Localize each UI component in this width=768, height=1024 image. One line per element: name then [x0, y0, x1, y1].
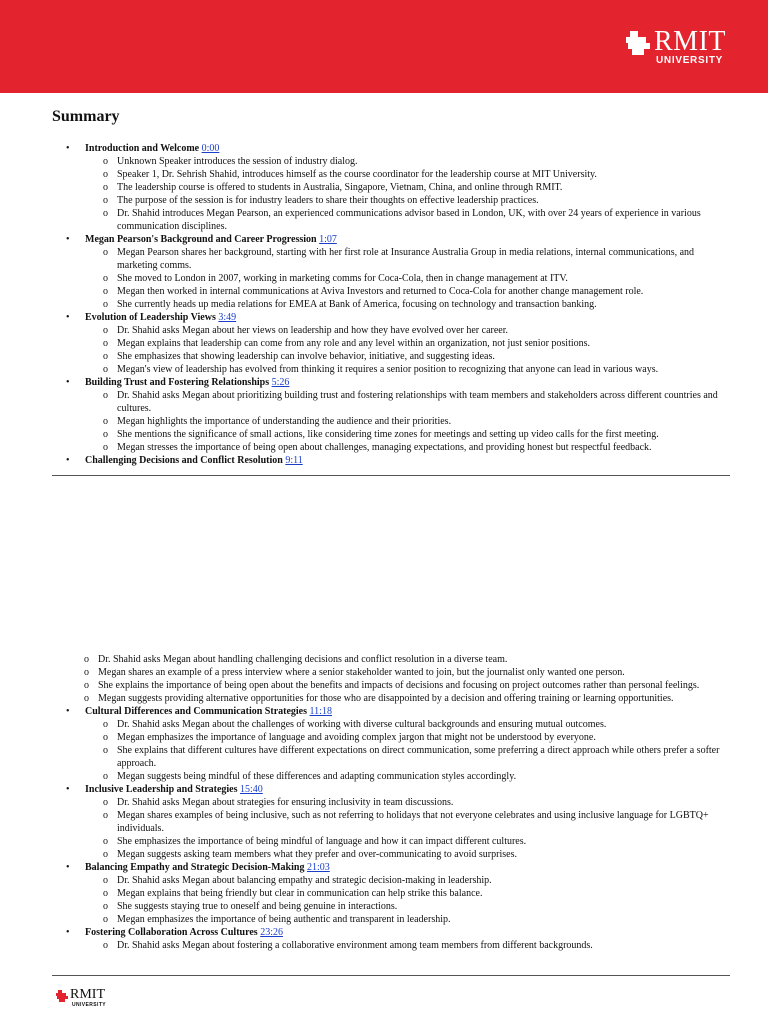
topic-title: Megan Pearson's Background and Career Progression — [85, 234, 317, 245]
list-item — [85, 246, 730, 272]
summary-list-part2 — [66, 653, 730, 952]
hollow-bullet-icon: o — [103, 901, 108, 912]
list-item-text: Dr. Shahid asks Megan about fostering a collaborative environment among team members from different backgrounds. — [117, 940, 593, 951]
list-item — [85, 848, 730, 861]
topic-list — [66, 705, 730, 952]
logo-subtitle: UNIVERSITY — [656, 55, 724, 66]
list-item-text: Megan explains that being friendly but clear in communication can help strike this balance. — [117, 888, 483, 899]
list-item-text: Megan explains that leadership can come from any role and any level within an organization, not just senior positions. — [117, 338, 591, 349]
hollow-bullet-icon: o — [103, 849, 108, 860]
hollow-bullet-icon: o — [103, 771, 108, 782]
list-item — [85, 298, 730, 311]
hollow-bullet-icon: o — [103, 286, 108, 297]
hollow-bullet-icon: o — [84, 654, 89, 665]
bullet-icon: • — [66, 706, 70, 717]
hollow-bullet-icon: o — [103, 247, 108, 258]
list-item-text: She emphasizes that showing leadership can involve behavior, initiative, and suggesting ideas. — [117, 351, 495, 362]
list-item-text: Megan emphasizes the importance of language and avoiding complex jargon that might not be understood by everyone. — [117, 732, 596, 743]
list-item-text: Megan suggests being mindful of these differences and adapting communication styles accordingly. — [117, 771, 517, 782]
list-item-text: Megan shares examples of being inclusive, such as not referring to holidays that not everyone celebrates and using inclusive language for LGBTQ+ individuals. — [117, 810, 709, 834]
list-item-text: Dr. Shahid asks Megan about the challenges of working with diverse cultural backgrounds and ensuring mutual outcomes. — [117, 719, 607, 730]
list-item — [85, 887, 730, 900]
list-item-text: Dr. Shahid asks Megan about balancing empathy and strategic decision-making in leadership. — [117, 875, 492, 886]
hollow-bullet-icon: o — [103, 338, 108, 349]
rmit-pixel-icon — [626, 31, 650, 55]
list-item — [85, 796, 730, 809]
topic-title: Challenging Decisions and Conflict Resolution — [85, 455, 283, 466]
topic-item — [66, 783, 730, 861]
hollow-bullet-icon: o — [103, 299, 108, 310]
topic-item — [66, 376, 730, 454]
subitem-list — [85, 155, 730, 233]
hollow-bullet-icon: o — [103, 914, 108, 925]
topic-item — [66, 926, 730, 952]
bullet-icon: • — [66, 143, 70, 154]
timestamp-link[interactable]: 15:40 — [240, 784, 263, 795]
topic-item — [66, 454, 730, 467]
page-title: Summary — [52, 108, 120, 125]
topic-item — [66, 142, 730, 233]
list-item-text: She mentions the significance of small actions, like considering time zones for meetings and setting up video calls for the first meeting. — [117, 429, 659, 440]
rmit-footer-logo — [56, 988, 116, 1012]
subitem-list — [85, 796, 730, 861]
list-item — [66, 679, 730, 692]
bullet-icon: • — [66, 862, 70, 873]
hollow-bullet-icon: o — [103, 810, 108, 821]
continued-subitem-list — [66, 653, 730, 705]
subitem-list — [85, 246, 730, 311]
hollow-bullet-icon: o — [103, 195, 108, 206]
list-item-text: Megan stresses the importance of being open about challenges, managing expectations, and providing honest but respectful feedback. — [117, 442, 652, 453]
list-item-text: Dr. Shahid asks Megan about prioritizing building trust and fostering relationships with team members and stakeholders across different countries and cultures. — [117, 390, 718, 414]
list-item-text: Dr. Shahid asks Megan about her views on leadership and how they have evolved over her career. — [117, 325, 508, 336]
timestamp-link[interactable]: 5:26 — [271, 377, 290, 388]
hollow-bullet-icon: o — [103, 156, 108, 167]
footer-logo-subtitle: UNIVERSITY — [72, 1002, 107, 1008]
list-item-text: Unknown Speaker introduces the session of industry dialog. — [117, 156, 358, 167]
list-item — [85, 809, 730, 835]
timestamp-link[interactable]: 0:00 — [201, 143, 220, 154]
list-item-text: She currently heads up media relations for EMEA at Bank of America, focusing on technology and transaction banking. — [117, 299, 597, 310]
list-item — [85, 874, 730, 887]
hollow-bullet-icon: o — [103, 745, 108, 756]
list-item-text: She suggests staying true to oneself and being genuine in interactions. — [117, 901, 398, 912]
list-item-text: Megan Pearson shares her background, starting with her first role at Insurance Australia Group in media relations, internal communications, and marketing comms. — [117, 247, 695, 271]
summary-list-part1 — [66, 142, 730, 467]
page-divider — [52, 475, 730, 476]
subitem-list — [85, 389, 730, 454]
topic-title: Evolution of Leadership Views — [85, 312, 216, 323]
rmit-logo — [626, 28, 728, 68]
list-item — [85, 363, 730, 376]
bullet-icon: • — [66, 234, 70, 245]
list-item-text: She moved to London in 2007, working in marketing comms for Coca-Cola, then in change management at ITV. — [117, 273, 568, 284]
list-item — [85, 900, 730, 913]
hollow-bullet-icon: o — [103, 875, 108, 886]
list-item — [85, 324, 730, 337]
hollow-bullet-icon: o — [103, 429, 108, 440]
list-item-text: The leadership course is offered to students in Australia, Singapore, Vietnam, China, and online through RMIT. — [117, 182, 563, 193]
list-item — [85, 835, 730, 848]
topic-item — [66, 233, 730, 311]
list-item — [85, 389, 730, 415]
list-item — [85, 744, 730, 770]
hollow-bullet-icon: o — [103, 364, 108, 375]
list-item-text: The purpose of the session is for industry leaders to share their thoughts on effective leadership practices. — [117, 195, 539, 206]
hollow-bullet-icon: o — [84, 667, 89, 678]
list-item-text: Dr. Shahid introduces Megan Pearson, an experienced communications advisor based in London, UK, with over 24 years of experience in various communication disciplines. — [117, 208, 701, 232]
list-item — [85, 272, 730, 285]
hollow-bullet-icon: o — [103, 732, 108, 743]
timestamp-link[interactable]: 1:07 — [319, 234, 337, 245]
hollow-bullet-icon: o — [103, 208, 108, 219]
list-item-text: She emphasizes the importance of being mindful of language and how it can impact different cultures. — [117, 836, 527, 847]
list-item — [85, 428, 730, 441]
timestamp-link[interactable]: 3:49 — [218, 312, 237, 323]
hollow-bullet-icon: o — [103, 442, 108, 453]
hollow-bullet-icon: o — [103, 273, 108, 284]
list-item-text: Megan's view of leadership has evolved from thinking it requires a senior position to recognizing that anyone can lead in various ways. — [117, 364, 659, 375]
topic-title: Building Trust and Fostering Relationships — [85, 377, 270, 388]
list-item — [85, 441, 730, 454]
list-item — [85, 207, 730, 233]
hollow-bullet-icon: o — [103, 169, 108, 180]
list-item — [85, 168, 730, 181]
hollow-bullet-icon: o — [103, 888, 108, 899]
hollow-bullet-icon: o — [103, 719, 108, 730]
topic-item — [66, 311, 730, 376]
topic-item — [66, 861, 730, 926]
subitem-list — [85, 874, 730, 926]
list-item-text: Dr. Shahid asks Megan about handling challenging decisions and conflict resolution in a diverse team. — [98, 654, 508, 665]
bullet-icon: • — [66, 377, 70, 388]
topic-title: Fostering Collaboration Across Cultures — [85, 927, 258, 938]
hollow-bullet-icon: o — [103, 797, 108, 808]
list-item — [85, 770, 730, 783]
list-item — [85, 939, 730, 952]
list-item-text: She explains the importance of being open about the benefits and impacts of decisions and focusing on project outcomes rather than personal feelings. — [98, 680, 700, 691]
list-item — [85, 913, 730, 926]
header-banner — [0, 0, 768, 93]
list-item-text: Megan then worked in internal communications at Aviva Investors and returned to Coca-Cola for another change management role. — [117, 286, 644, 297]
list-item — [85, 415, 730, 428]
hollow-bullet-icon: o — [103, 940, 108, 951]
hollow-bullet-icon: o — [103, 351, 108, 362]
subitem-list — [85, 324, 730, 376]
topic-title: Balancing Empathy and Strategic Decision-Making — [85, 862, 305, 873]
list-item — [85, 155, 730, 168]
rmit-pixel-icon — [56, 990, 68, 1002]
list-item-text: Megan highlights the importance of understanding the audience and their priorities. — [117, 416, 452, 427]
logo-wordmark: RMIT — [654, 26, 726, 57]
bullet-icon: • — [66, 312, 70, 323]
topic-list — [66, 142, 730, 467]
list-item-text: Speaker 1, Dr. Sehrish Shahid, introduces himself as the course coordinator for the leadership course at MIT University. — [117, 169, 597, 180]
list-item — [66, 653, 730, 666]
list-item-text: Megan suggests providing alternative opportunities for those who are disappointed by a decision and offering training or learning opportunities. — [98, 693, 674, 704]
list-item — [85, 718, 730, 731]
list-item — [85, 285, 730, 298]
hollow-bullet-icon: o — [84, 680, 89, 691]
list-item-text: Megan emphasizes the importance of being authentic and transparent in leadership. — [117, 914, 451, 925]
hollow-bullet-icon: o — [84, 693, 89, 704]
list-item — [85, 181, 730, 194]
bullet-icon: • — [66, 784, 70, 795]
hollow-bullet-icon: o — [103, 836, 108, 847]
list-item-text: She explains that different cultures have different expectations on direct communication, some preferring a direct approach while others prefer a softer approach. — [117, 745, 720, 769]
timestamp-link[interactable]: 23:26 — [260, 927, 283, 938]
subitem-list — [85, 718, 730, 783]
list-item-text: Megan suggests asking team members what they prefer and over-communicating to avoid surprises. — [117, 849, 517, 860]
list-item — [66, 692, 730, 705]
page-divider-bottom — [52, 975, 730, 976]
footer-logo-wordmark: RMIT — [70, 987, 105, 1002]
hollow-bullet-icon: o — [103, 325, 108, 336]
timestamp-link[interactable]: 9:11 — [285, 455, 303, 466]
timestamp-link[interactable]: 11:18 — [309, 706, 332, 717]
bullet-icon: • — [66, 927, 70, 938]
list-item — [85, 194, 730, 207]
timestamp-link[interactable]: 21:03 — [306, 862, 330, 873]
list-item — [66, 666, 730, 679]
hollow-bullet-icon: o — [103, 390, 108, 401]
hollow-bullet-icon: o — [103, 416, 108, 427]
list-item — [85, 337, 730, 350]
list-item-text: Megan shares an example of a press interview where a senior stakeholder wanted to join, but the journalist only wanted one person. — [98, 667, 625, 678]
list-item-text: Dr. Shahid asks Megan about strategies for ensuring inclusivity in team discussions. — [117, 797, 454, 808]
topic-title: Cultural Differences and Communication Strategies — [85, 706, 308, 717]
topic-title: Inclusive Leadership and Strategies — [85, 784, 238, 795]
topic-item — [66, 705, 730, 783]
hollow-bullet-icon: o — [103, 182, 108, 193]
bullet-icon: • — [66, 455, 70, 466]
topic-title: Introduction and Welcome — [85, 143, 200, 154]
list-item — [85, 350, 730, 363]
list-item — [85, 731, 730, 744]
subitem-list — [85, 939, 730, 952]
